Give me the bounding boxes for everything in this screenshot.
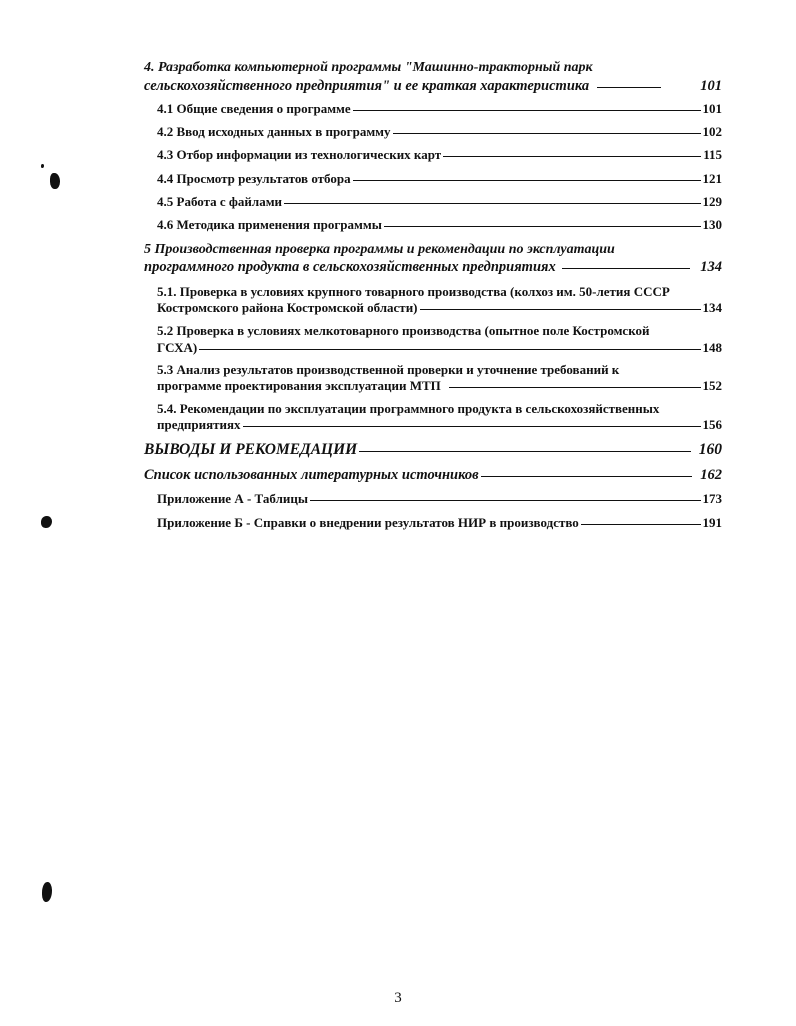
leader-line <box>353 180 701 181</box>
toc-entry-5-3-line1: 5.3 Анализ результатов производственной проверки и уточнение требований к <box>157 362 620 377</box>
leader-line <box>449 387 701 388</box>
entry-title: предприятиях <box>157 417 241 432</box>
entry-page: 121 <box>702 171 722 186</box>
leader-line <box>420 309 701 310</box>
entry-page: 129 <box>702 194 722 209</box>
entry-title: программе проектирования эксплуатации МТП <box>157 378 441 393</box>
leader-line <box>581 524 701 525</box>
entry-page: 102 <box>702 124 722 139</box>
toc-entry-4-1 <box>157 101 722 117</box>
entry-title: Костромского района Костромской области) <box>157 300 418 315</box>
ink-blot <box>42 882 52 902</box>
toc-entry-4-5 <box>157 194 722 210</box>
leader-line <box>562 268 691 269</box>
toc-entry-5-3 <box>157 378 722 394</box>
entry-page: 162 <box>700 467 722 483</box>
entry-page: 148 <box>702 340 722 355</box>
entry-title: 4.5 Работа с файлами <box>157 194 283 209</box>
page-number: 3 <box>394 990 402 1006</box>
entry-title: 4.2 Ввод исходных данных в программу <box>157 124 391 139</box>
entry-title: 4.6 Методика применения программы <box>157 217 382 232</box>
chapter-4-title-line1: 4. Разработка компьютерной программы "Машинно-тракторный парк <box>144 60 593 75</box>
entry-page: 152 <box>702 378 722 393</box>
toc-entry-4-2 <box>157 124 722 140</box>
toc-entry-appendix-a <box>157 491 722 507</box>
leader-line <box>597 87 661 88</box>
chapter-4-page: 101 <box>700 78 722 94</box>
toc-entry-appendix-b <box>157 515 722 531</box>
entry-page: 173 <box>702 491 722 506</box>
toc-entry-5-4-line1: 5.4. Рекомендации по эксплуатации программного продукта в сельскохозяйственных <box>157 401 660 416</box>
entry-title: ВЫВОДЫ И РЕКОМЕДАЦИИ <box>144 441 358 458</box>
chapter-4-entry <box>144 78 722 95</box>
toc-entry-5-2-line1: 5.2 Проверка в условиях мелкотоварного производства (опытное поле Костромской <box>157 323 650 338</box>
toc-entry-5-1 <box>157 300 722 316</box>
leader-line <box>393 133 701 134</box>
leader-line <box>443 156 701 157</box>
entry-page: 191 <box>702 515 722 530</box>
leader-line <box>481 476 693 477</box>
leader-line <box>384 226 701 227</box>
leader-line <box>353 110 701 111</box>
entry-page: 130 <box>702 217 722 232</box>
chapter-5-title-line1: 5 Производственная проверка программы и рекомендации по эксплуатации <box>144 242 615 257</box>
entry-page: 115 <box>703 147 722 162</box>
leader-line <box>359 451 691 452</box>
toc-entry-5-4 <box>157 417 722 433</box>
ink-blot <box>50 173 60 189</box>
toc-entry-4-6 <box>157 217 722 233</box>
entry-title: Список использованных литературных источников <box>144 467 479 483</box>
toc-entry-5-1-line1: 5.1. Проверка в условиях крупного товарного производства (колхоз им. 50-летия СССР <box>157 284 670 299</box>
ink-blot <box>41 516 52 528</box>
chapter-5-title-line2: программного продукта в сельскохозяйственных предприятиях <box>144 259 556 275</box>
leader-line <box>284 203 700 204</box>
entry-title: Приложение А - Таблицы <box>157 491 308 506</box>
chapter-4-title-line2: сельскохозяйственного предприятия" и ее краткая характеристика <box>144 78 590 94</box>
entry-page: 160 <box>698 441 722 458</box>
toc-entry-4-3 <box>157 147 722 163</box>
entry-title: 4.4 Просмотр результатов отбора <box>157 171 351 186</box>
entry-page: 134 <box>702 300 722 315</box>
leader-line <box>243 426 701 427</box>
entry-title: 4.3 Отбор информации из технологических карт <box>157 147 442 162</box>
toc-entry-conclusions <box>144 441 722 459</box>
leader-line <box>199 349 700 350</box>
entry-title: Приложение Б - Справки о внедрении результатов НИР в производство <box>157 515 579 530</box>
toc-entry-4-4 <box>157 171 722 187</box>
leader-line <box>310 500 701 501</box>
toc-entry-references <box>144 467 722 484</box>
toc-entry-5-2 <box>157 340 722 356</box>
entry-page: 101 <box>702 101 722 116</box>
entry-page: 156 <box>702 417 722 432</box>
chapter-5-page: 134 <box>700 259 722 275</box>
entry-title: 4.1 Общие сведения о программе <box>157 101 351 116</box>
chapter-5-entry <box>144 259 722 276</box>
ink-blot <box>41 164 44 168</box>
entry-title: ГСХА) <box>157 340 198 355</box>
